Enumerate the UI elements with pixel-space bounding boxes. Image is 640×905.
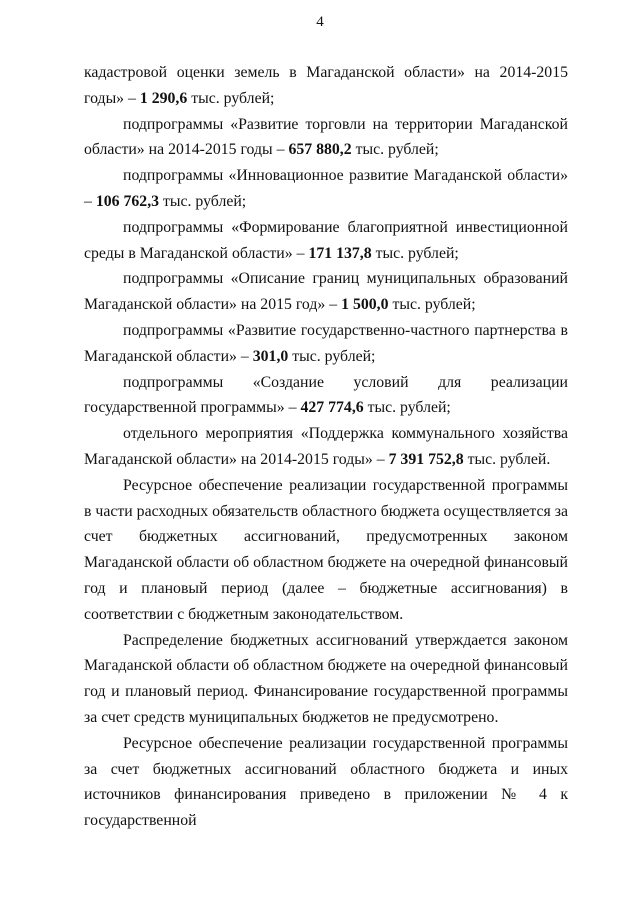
paragraph-public-private-partnership [84,318,568,370]
document-body [84,60,568,834]
paragraph-unit: тыс. рублей; [363,399,451,417]
paragraph-cadastral-valuation [84,60,568,112]
paragraph-communal-services [84,421,568,473]
paragraph-unit: тыс. рублей; [288,347,376,365]
paragraph-unit: тыс. рублей; [351,141,439,159]
paragraph-text: подпрограммы «Описание границ муниципальных образований Магаданской области» на 2015 год» – [84,270,568,314]
paragraph-program-conditions [84,370,568,422]
paragraph-text: подпрограммы «Формирование благоприятной инвестиционной среды в Магаданской области» – [84,218,568,262]
paragraph-innovation-development [84,163,568,215]
paragraph-text: отдельного мероприятия «Поддержка коммунального хозяйства Магаданской области» на 2014-2015 годы» – [84,425,568,468]
paragraph-text: подпрограммы «Инновационное развитие Магаданской области» – [84,167,568,210]
paragraph-text: подпрограммы «Развитие торговли на территории Магаданской области» на 2014-2015 годы – [84,115,568,159]
paragraph-resource-provision: Ресурсное обеспечение реализации государственной программы в части расходных обязательств областного бюджета осуществляется за счет бюджетных ассигнований, предусмотренных законом Магаданской области об областном бюджете на очередной финансовый год и плановый период (далее – бюджетные ассигнования) в соответствии с бюджетным законодательством. [84,476,569,623]
amount-value: 657 880,2 [288,141,352,159]
amount-value: 106 762,3 [95,192,160,210]
amount-value: 1 500,0 [341,296,389,314]
paragraph-trade-development [84,112,568,164]
amount-value: 427 774,6 [300,399,364,417]
paragraph-text: кадастровой оценки земель в Магаданской области» на 2014-2015 годы» – [84,64,568,107]
paragraph-budget-allocation: Распределение бюджетных ассигнований утверждается законом Магаданской области об областном бюджете на очередной финансовый год и плановый период. Финансирование государственной программы за счет средств муниципальных бюджетов не предусмотрено. [84,631,568,726]
paragraph-text: подпрограммы «Создание условий для реализации государственной программы» – [84,373,568,417]
paragraph-unit: тыс. рублей. [463,450,551,468]
paragraph-investment-environment [84,215,568,267]
paragraph-unit: тыс. рублей; [371,244,459,262]
paragraph-unit: тыс. рублей; [388,296,476,314]
paragraph-text: подпрограммы «Развитие государственно-частного партнерства в Магаданской области» – [84,321,568,365]
paragraph-municipal-boundaries [84,266,568,318]
amount-value: 171 137,8 [308,244,372,262]
amount-value: 7 391 752,8 [388,450,464,468]
amount-value: 1 290,6 [139,89,188,107]
paragraph-unit: тыс. рублей; [159,192,247,210]
page-number: 4 [316,14,324,30]
paragraph-unit: тыс. рублей; [187,89,275,107]
paragraph-appendix-reference: Ресурсное обеспечение реализации государственной программы за счет бюджетных ассигнований областного бюджета и иных источников финансирования приведено в приложении № 4 к государственной [84,734,568,830]
amount-value: 301,0 [252,347,289,365]
